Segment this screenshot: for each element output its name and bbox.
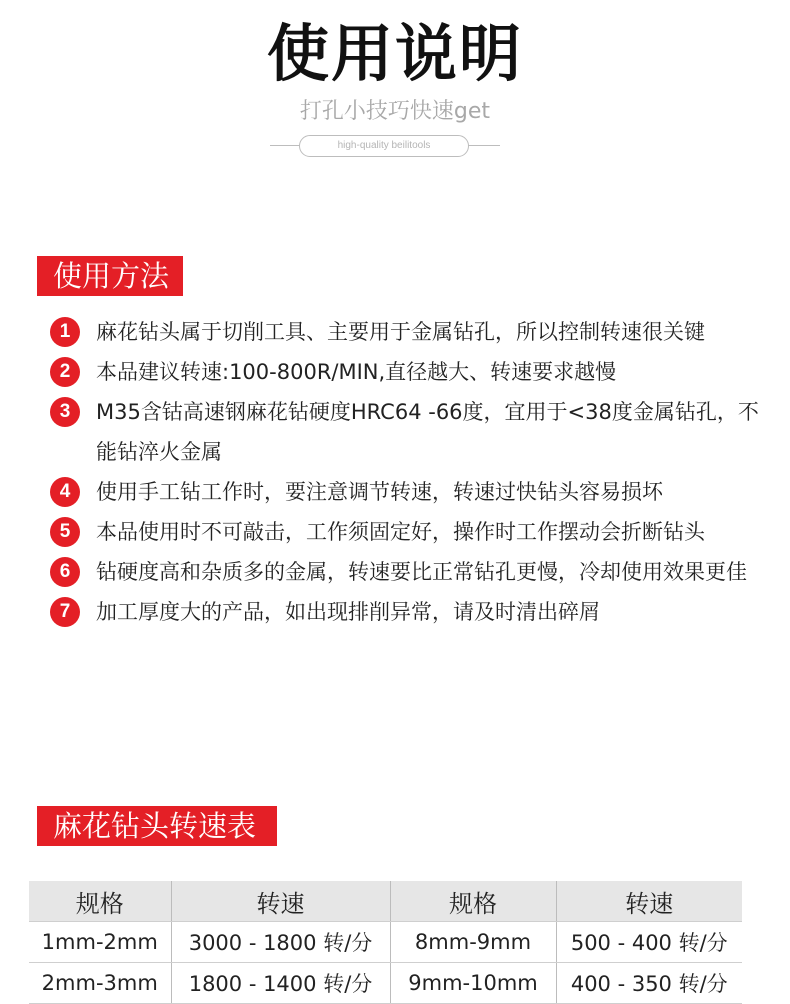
decorative-line-right xyxy=(466,145,500,146)
column-header-speed: 转速 xyxy=(171,881,390,922)
step-text: 本品建议转速:100-800R/MIN,直径越大、转速要求越慢 xyxy=(96,360,617,384)
column-header-spec: 规格 xyxy=(390,881,556,922)
table-cell: 9mm-10mm xyxy=(390,963,556,1004)
step-text: M35含钴高速钢麻花钻硬度HRC64 -66度，宜用于<38度金属钻孔，不能钻淬火金属 xyxy=(96,400,759,464)
usage-step xyxy=(50,592,760,632)
page-subtitle: 打孔小技巧快速get xyxy=(299,99,491,124)
table-cell: 2mm-3mm xyxy=(29,963,171,1004)
usage-step xyxy=(50,392,760,472)
table-cell: 1mm-2mm xyxy=(29,922,171,963)
speed-table-heading: 麻花钻头转速表 xyxy=(37,806,277,846)
page-title: 使用说明 xyxy=(266,17,523,90)
step-text: 使用手工钻工作时，要注意调节转速，转速过快钻头容易损坏 xyxy=(96,480,663,504)
step-text: 本品使用时不可敲击，工作须固定好，操作时工作摆动会折断钻头 xyxy=(96,520,705,544)
step-text: 钻硬度高和杂质多的金属，转速要比正常钻孔更慢，冷却使用效果更佳 xyxy=(96,560,747,584)
step-number-badge: 1 xyxy=(50,317,80,347)
usage-step xyxy=(50,512,760,552)
speed-table xyxy=(29,881,742,1004)
column-header-spec: 规格 xyxy=(29,881,171,922)
table-cell: 400 - 350 转/分 xyxy=(556,963,742,1004)
usage-section-heading: 使用方法 xyxy=(37,256,183,296)
usage-step xyxy=(50,312,760,352)
column-header-speed: 转速 xyxy=(556,881,742,922)
brand-tag: high-quality beilitools xyxy=(299,135,469,157)
step-number-badge: 5 xyxy=(50,517,80,547)
step-text: 加工厚度大的产品，如出现排削异常，请及时清出碎屑 xyxy=(96,600,600,624)
usage-step xyxy=(50,352,760,392)
usage-steps-list xyxy=(50,312,760,632)
step-number-badge: 4 xyxy=(50,477,80,507)
step-number-badge: 6 xyxy=(50,557,80,587)
table-header-row xyxy=(29,881,742,922)
table-cell: 8mm-9mm xyxy=(390,922,556,963)
step-number-badge: 2 xyxy=(50,357,80,387)
table-row xyxy=(29,922,742,963)
step-number-badge: 7 xyxy=(50,597,80,627)
usage-step xyxy=(50,472,760,512)
decorative-line-left xyxy=(270,145,300,146)
table-cell: 500 - 400 转/分 xyxy=(556,922,742,963)
step-text: 麻花钻头属于切削工具、主要用于金属钻孔，所以控制转速很关键 xyxy=(96,320,705,344)
table-cell: 1800 - 1400 转/分 xyxy=(171,963,390,1004)
table-row xyxy=(29,963,742,1004)
table-cell: 3000 - 1800 转/分 xyxy=(171,922,390,963)
usage-step xyxy=(50,552,760,592)
step-number-badge: 3 xyxy=(50,397,80,427)
